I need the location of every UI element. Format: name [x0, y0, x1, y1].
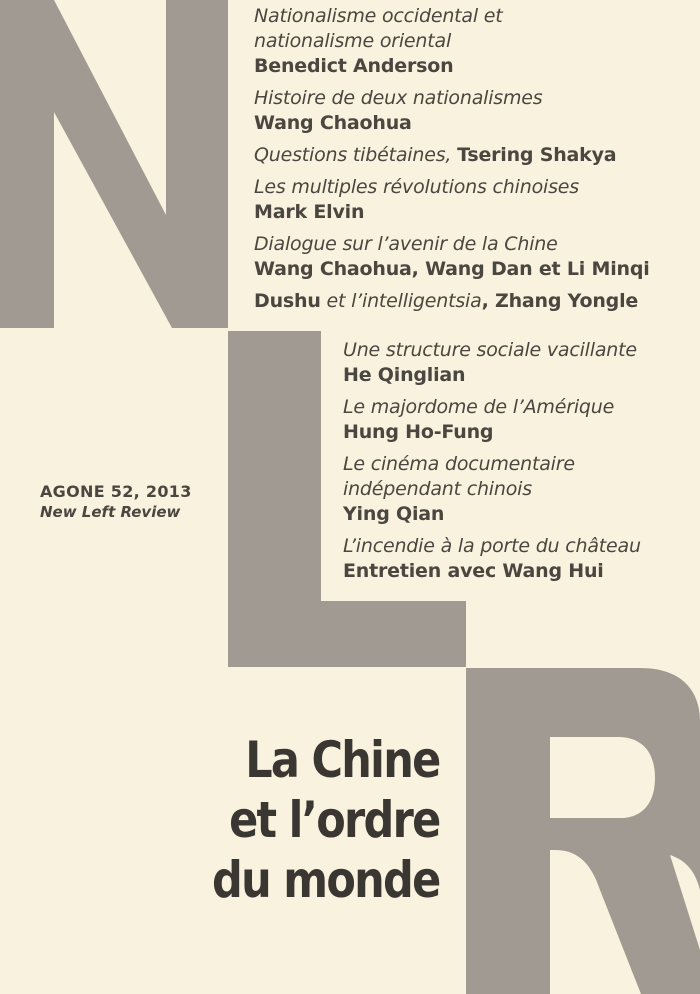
article-author: Mark Elvin [254, 201, 365, 223]
article-title: Dialogue sur l’avenir de la Chine [254, 233, 558, 255]
article-author: Wang Chaohua [254, 112, 412, 134]
issue-number: AGONE 52, 2013 [40, 482, 192, 501]
article-title: Une structure sociale vacillante [343, 339, 637, 361]
toc-entry [254, 232, 650, 282]
article-title: Nationalisme occidental et [254, 5, 503, 27]
toc-entry [254, 175, 650, 225]
book-title-line: et l’ordre [229, 791, 440, 849]
article-title: indépendant chinois [343, 478, 532, 500]
article-title: Histoire de deux nationalismes [254, 87, 543, 109]
book-title [212, 730, 440, 910]
toc-entry [343, 452, 641, 527]
book-title-line: du monde [212, 851, 440, 909]
article-author: Tsering Shakya [457, 144, 617, 166]
article-title: et l’intelligentsia [320, 290, 482, 312]
toc-entry [254, 86, 650, 136]
article-author: Hung Ho-Fung [343, 421, 494, 443]
article-author: Benedict Anderson [254, 55, 454, 77]
toc-entry [343, 338, 641, 388]
article-author: Entretien avec Wang Hui [343, 560, 604, 582]
article-author: He Qinglian [343, 364, 466, 386]
article-title: Les multiples révolutions chinoises [254, 176, 579, 198]
article-author: , Zhang Yongle [481, 290, 639, 312]
article-title-prefix: Dushu [254, 290, 321, 312]
toc-entry [343, 534, 641, 584]
article-title: Le cinéma documentaire [343, 453, 575, 475]
toc-entry [343, 395, 641, 445]
issue-info [40, 482, 192, 522]
journal-name: New Left Review [40, 503, 181, 521]
letter-n-shape [0, 0, 228, 328]
toc-entry [254, 143, 650, 168]
article-title: Le majordome de l’Amérique [343, 396, 615, 418]
table-of-contents-upper [254, 4, 650, 321]
toc-entry [254, 289, 650, 314]
toc-entry [254, 4, 650, 79]
article-title: nationalisme oriental [254, 30, 452, 52]
article-author: Ying Qian [343, 503, 445, 525]
letter-r-shape [466, 668, 700, 994]
book-title-line: La Chine [245, 731, 440, 789]
article-author: Wang Chaohua, Wang Dan et Li Minqi [254, 258, 650, 280]
article-title: L’incendie à la porte du château [343, 535, 641, 557]
article-title: Questions tibétaines, [254, 144, 452, 166]
table-of-contents-lower [343, 338, 641, 591]
